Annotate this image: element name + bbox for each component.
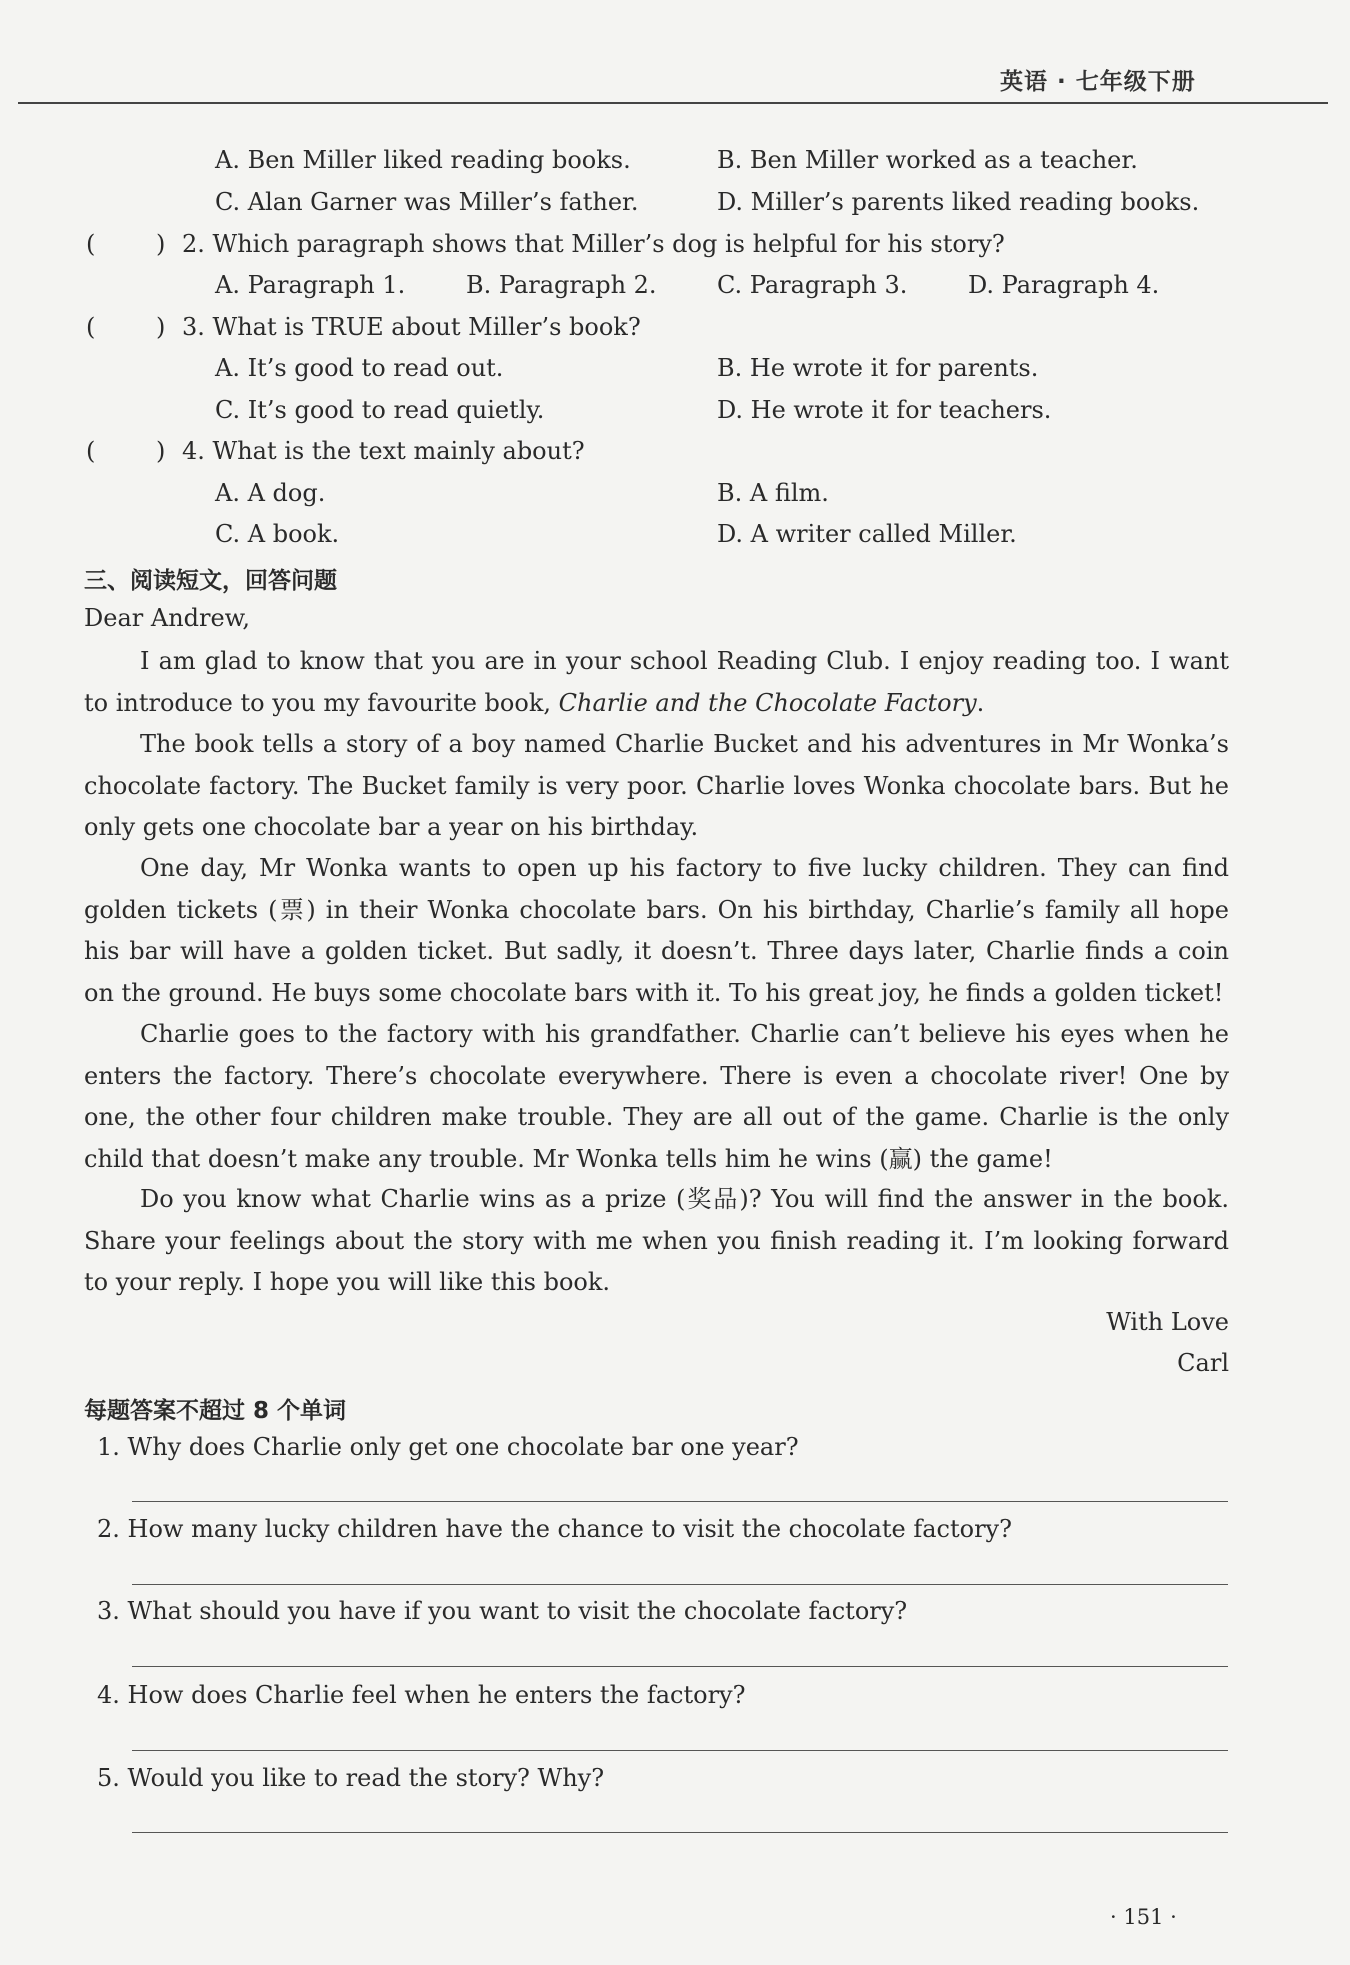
q4-answer-paren-close: ) bbox=[156, 437, 166, 465]
answer-line-1[interactable] bbox=[132, 1501, 1228, 1502]
q2-stem: 2. Which paragraph shows that Miller’s dog is helpful for his story? bbox=[182, 230, 1005, 258]
q1-option-c: C. Alan Garner was Miller’s father. bbox=[215, 188, 639, 216]
q3-option-a: A. It’s good to read out. bbox=[215, 354, 504, 382]
letter-signature: Carl bbox=[1177, 1349, 1229, 1377]
q4-option-d: D. A writer called Miller. bbox=[717, 520, 1017, 548]
answer-line-4[interactable] bbox=[132, 1750, 1228, 1751]
q2-option-d: D. Paragraph 4. bbox=[968, 271, 1160, 299]
q3-option-b: B. He wrote it for parents. bbox=[717, 354, 1039, 382]
paragraph-1-end: . bbox=[976, 688, 985, 717]
letter-paragraph-5: Do you know what Charlie wins as a prize (奖品)? You will find the answer in the book. Share your feelings about the story with me when you finish reading it. I’m looking forward to your reply. I hope you will like this book. bbox=[84, 1185, 1229, 1296]
q2-option-a: A. Paragraph 1. bbox=[215, 271, 406, 299]
q4-option-b: B. A film. bbox=[717, 479, 829, 507]
q4-stem: 4. What is the text mainly about? bbox=[182, 437, 585, 465]
q1-option-b: B. Ben Miller worked as a teacher. bbox=[717, 146, 1138, 174]
header-rule bbox=[18, 102, 1328, 104]
q4-answer-paren-open: ( bbox=[86, 437, 96, 465]
q3-stem: 3. What is TRUE about Miller’s book? bbox=[182, 313, 641, 341]
q4-option-a: A. A dog. bbox=[215, 479, 326, 507]
letter-paragraph-3: One day, Mr Wonka wants to open up his factory to five lucky children. They can find golden tickets (票) in their Wonka chocolate bars. On his birthday, Charlie’s family all hope his bar will have a golden ticket. But sadly, it doesn’t. Three days later, Charlie finds a coin on the ground. He buys some chocolate bars with it. To his great joy, he finds a golden ticket! bbox=[84, 854, 1229, 1007]
answer-line-3[interactable] bbox=[132, 1666, 1228, 1667]
section-heading: 三、阅读短文，回答问题 bbox=[84, 568, 337, 594]
q3-answer-paren-close: ) bbox=[156, 313, 166, 341]
answer-line-2[interactable] bbox=[132, 1584, 1228, 1585]
question-5: 5. Would you like to read the story? Why? bbox=[97, 1764, 605, 1792]
answer-instruction: 每题答案不超过 8 个单词 bbox=[84, 1398, 347, 1424]
question-1: 1. Why does Charlie only get one chocolate bar one year? bbox=[97, 1433, 799, 1461]
letter-paragraph-4: Charlie goes to the factory with his grandfather. Charlie can’t believe his eyes when he enters the factory. There’s chocolate everywhere. There is even a chocolate river! One by one, the other four children make trouble. They are all out of the game. Charlie is the only child that doesn’t make any trouble. Mr Wonka tells him he wins (赢) the game! bbox=[84, 1020, 1229, 1173]
letter-closing: With Love bbox=[1106, 1308, 1229, 1336]
q2-option-b: B. Paragraph 2. bbox=[466, 271, 657, 299]
letter-paragraph-1 bbox=[84, 641, 1229, 724]
page-number: · 151 · bbox=[1110, 1905, 1177, 1929]
q3-option-d: D. He wrote it for teachers. bbox=[717, 396, 1052, 424]
q2-answer-paren-close: ) bbox=[156, 230, 166, 258]
header-title: 英语 · 七年级下册 bbox=[1000, 69, 1196, 95]
q3-option-c: C. It’s good to read quietly. bbox=[215, 396, 545, 424]
q4-option-c: C. A book. bbox=[215, 520, 340, 548]
question-4: 4. How does Charlie feel when he enters the factory? bbox=[97, 1681, 746, 1709]
q2-answer-paren-open: ( bbox=[86, 230, 96, 258]
q1-option-d: D. Miller’s parents liked reading books. bbox=[717, 188, 1200, 216]
answer-line-5[interactable] bbox=[132, 1832, 1228, 1833]
q1-option-a: A. Ben Miller liked reading books. bbox=[215, 146, 631, 174]
paragraph-1-text: I am glad to know that you are in your school Reading Club. I enjoy reading too. I want to introduce to you my favourite book, bbox=[84, 647, 1229, 717]
letter-paragraph-2: The book tells a story of a boy named Charlie Bucket and his adventures in Mr Wonka’s chocolate factory. The Bucket family is very poor. Charlie loves Wonka chocolate bars. But he only gets one chocolate bar a year on his birthday. bbox=[84, 730, 1229, 841]
question-3: 3. What should you have if you want to visit the chocolate factory? bbox=[97, 1597, 908, 1625]
q2-option-c: C. Paragraph 3. bbox=[717, 271, 908, 299]
question-2: 2. How many lucky children have the chance to visit the chocolate factory? bbox=[97, 1515, 1012, 1543]
book-title: Charlie and the Chocolate Factory bbox=[558, 688, 977, 717]
letter-salutation: Dear Andrew, bbox=[84, 604, 251, 632]
q3-answer-paren-open: ( bbox=[86, 313, 96, 341]
